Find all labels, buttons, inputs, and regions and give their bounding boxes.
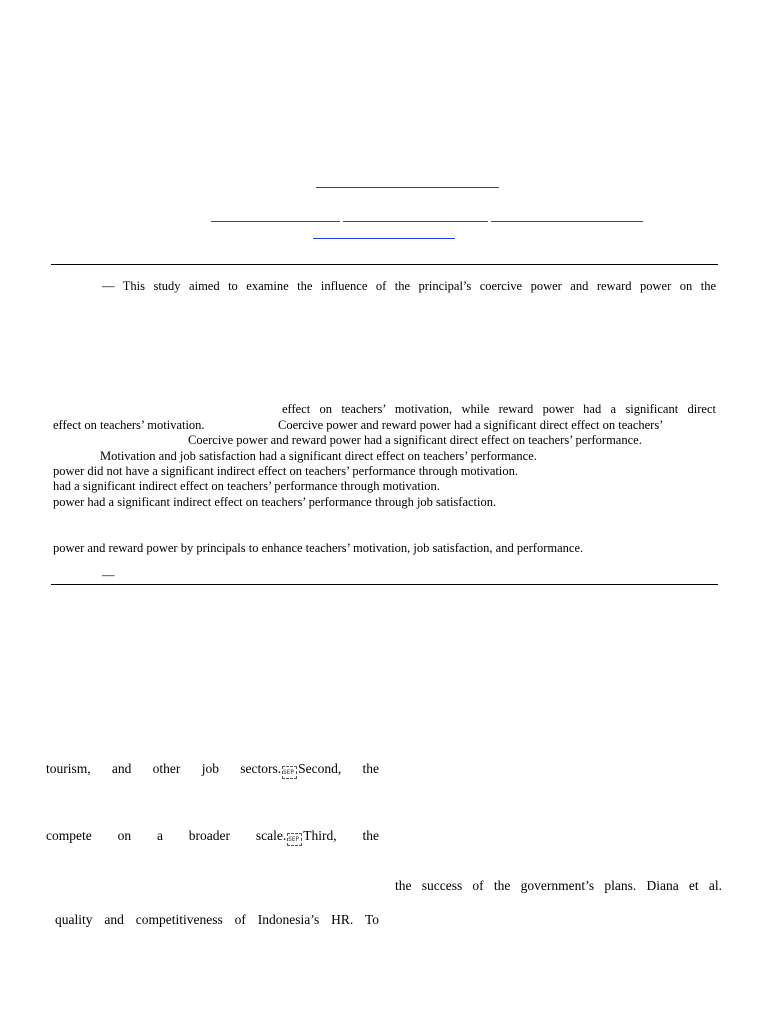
- abstract-bottom-rule: [51, 584, 718, 585]
- keywords-dash: —: [102, 568, 115, 582]
- body-left-line-2: [46, 828, 379, 846]
- abstract-line-1: — This study aimed to examine the influence of the principal’s coercive power and reward power on the: [102, 279, 716, 293]
- body-left-line-1-post: Second, the: [298, 761, 379, 776]
- abstract-line-7: had a significant indirect effect on teachers’ performance through motivation.: [53, 479, 440, 493]
- body-left-line-3: quality and competitiveness of Indonesia’s HR. To: [55, 912, 379, 927]
- line-separator-icon: SEP: [287, 833, 302, 846]
- abstract-line-8: power had a significant indirect effect on teachers’ performance through job satisfaction.: [53, 495, 497, 509]
- author-link-4[interactable]: [313, 238, 455, 239]
- author-email-link[interactable]: [316, 187, 499, 188]
- abstract-line-4: Coercive power and reward power had a significant direct effect on teachers’ performance.: [188, 433, 642, 447]
- abstract-line-5: Motivation and job satisfaction had a significant direct effect on teachers’ performance.: [100, 449, 537, 463]
- abstract-line-2: effect on teachers’ motivation, while reward power had a significant direct: [282, 402, 716, 416]
- line-separator-icon: SEP: [282, 766, 297, 779]
- abstract-line-6: power did not have a significant indirect effect on teachers’ performance through motivation.: [53, 464, 518, 478]
- body-right-line-1: the success of the government’s plans. Diana et al.: [395, 878, 722, 893]
- abstract-top-rule: [51, 264, 718, 265]
- body-left-line-1-pre: tourism, and other job sectors.: [46, 761, 282, 776]
- author-link-1[interactable]: [211, 221, 340, 222]
- abstract-line-9: power and reward power by principals to enhance teachers’ motivation, job satisfaction, and performance.: [53, 541, 584, 555]
- body-left-line-2-post: Third, the: [303, 828, 379, 843]
- body-left-line-1: [46, 761, 379, 779]
- author-link-3[interactable]: [491, 221, 643, 222]
- abstract-line-3b: Coercive power and reward power had a significant direct effect on teachers’: [278, 418, 664, 432]
- author-link-2[interactable]: [343, 221, 488, 222]
- body-left-line-2-pre: compete on a broader scale.: [46, 828, 287, 843]
- abstract-line-3a: effect on teachers’ motivation.: [53, 418, 205, 432]
